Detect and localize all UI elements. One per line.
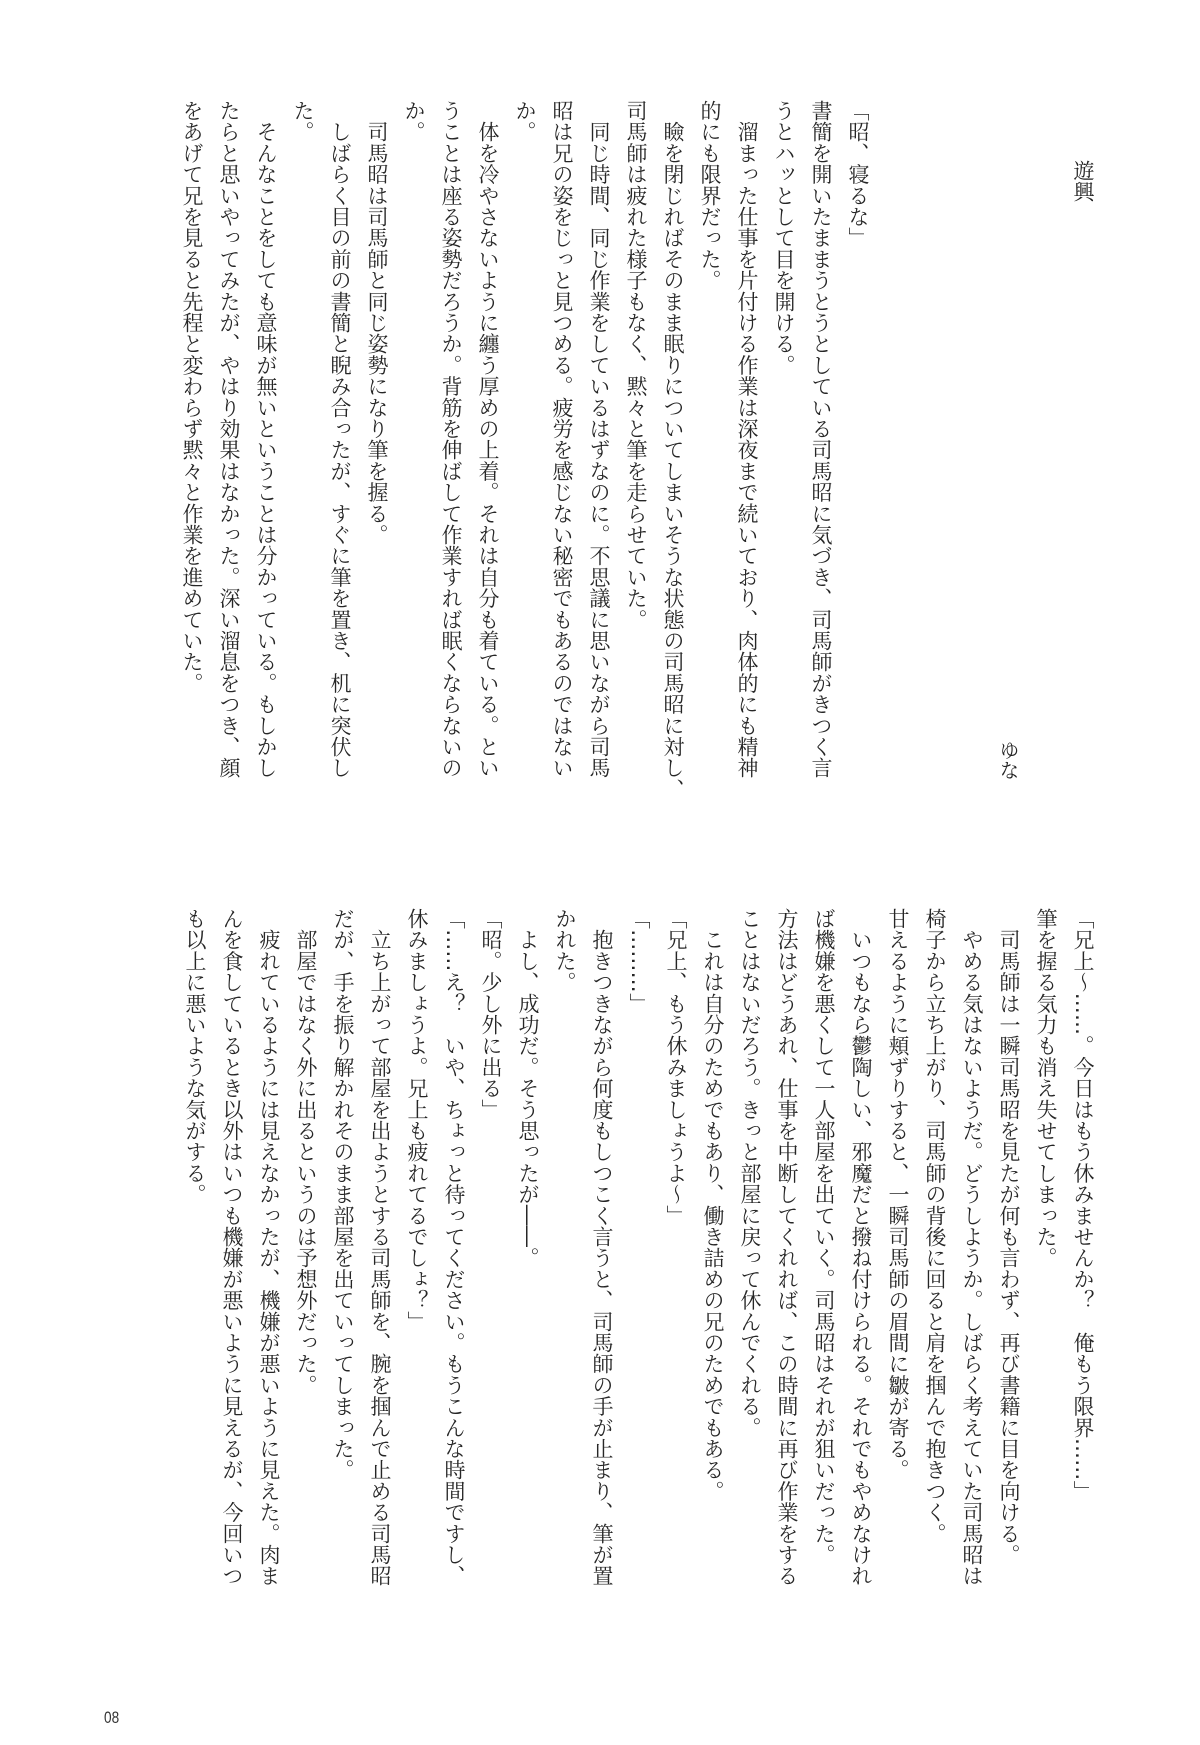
text-column: んを食しているとき以外はいつも機嫌が悪いように見えるが、今回いつ [220, 908, 244, 1587]
text-column: 「……え？ いや、ちょっと待ってください。もうこんな時間ですし、 [442, 908, 466, 1587]
text-column: うとハッとして目を開ける。 [772, 100, 796, 376]
text-column: 書簡を開いたままうとうとしている司馬昭に気づき、司馬師がきつく言 [809, 100, 833, 779]
text-column: そんなことをしても意味が無いということは分かっている。もしかし [254, 100, 278, 779]
text-column: も以上に悪いような気がする。 [183, 908, 207, 1205]
text-column: いつもなら鬱陶しい、邪魔だと撥ね付けられる。それでもやめなけれ [849, 908, 873, 1587]
author-name: ゆな [996, 740, 1020, 780]
text-column: 昭は兄の姿をじっと見つめる。疲労を感じない秘密でもあるのではない [550, 100, 574, 779]
text-column: ば機嫌を悪くして一人部屋を出ていく。司馬昭はそれが狙いだった。 [812, 908, 836, 1566]
text-column: 「………」 [627, 908, 651, 1014]
text-column: 甘えるように頬ずりすると、一瞬司馬師の眉間に皺が寄る。 [886, 908, 910, 1481]
text-column: 溜まった仕事を片付ける作業は深夜まで続いており、肉体的にも精神 [735, 100, 759, 779]
text-column: 「兄上、もう休みましょうよ～」 [664, 908, 688, 1226]
text-column: たらと思いやってみたが、やはり効果はなかった。深い溜息をつき、顔 [217, 100, 241, 779]
text-column: 「昭、寝るな」 [846, 100, 870, 249]
page-number: 08 [104, 1708, 120, 1727]
text-column: うことは座る姿勢だろうか。背筋を伸ばして作業すれば眠くならないの [439, 100, 463, 779]
text-column: た。 [291, 100, 315, 143]
story-title: 遊興 [1071, 160, 1095, 202]
text-column: だが、手を振り解かれそのまま部屋を出ていってしまった。 [331, 908, 355, 1481]
text-column: か。 [513, 100, 537, 143]
text-column: 方法はどうあれ、仕事を中断してくれれば、この時間に再び作業をする [775, 908, 799, 1587]
text-column: かれた。 [553, 908, 577, 993]
text-column: 部屋ではなく外に出るというのは予想外だった。 [294, 908, 318, 1396]
text-column: よし、成功だ。そう思ったが――。 [516, 908, 540, 1269]
text-column: 「昭。少し外に出る」 [479, 908, 503, 1120]
text-column: 立ち上がって部屋を出ようとする司馬師を、腕を掴んで止める司馬昭 [368, 908, 392, 1587]
text-column: か。 [402, 100, 426, 143]
text-column: ことはないだろう。きっと部屋に戻って休んでくれる。 [738, 908, 762, 1438]
text-column: 司馬師は一瞬司馬昭を見たが何も言わず、再び書籍に目を向ける。 [997, 908, 1021, 1566]
text-column: 同じ時間、同じ作業をしているはずなのに。不思議に思いながら司馬 [587, 100, 611, 779]
text-column: 疲れているようには見えなかったが、機嫌が悪いように見えた。肉ま [257, 908, 281, 1587]
text-column: 司馬昭は司馬師と同じ姿勢になり筆を握る。 [365, 100, 389, 546]
text-column: 的にも限界だった。 [698, 100, 722, 291]
text-column: 瞼を閉じればそのまま眠りについてしまいそうな状態の司馬昭に対し、 [661, 100, 685, 800]
text-column: をあげて兄を見ると先程と変わらず黙々と作業を進めていた。 [180, 100, 204, 694]
text-column: 休みましょうよ。兄上も疲れてるでしょ？」 [405, 908, 429, 1332]
text-column: 司馬師は疲れた様子もなく、黙々と筆を走らせていた。 [624, 100, 648, 630]
text-column: 抱きつきながら何度もしつこく言うと、司馬師の手が止まり、筆が置 [590, 908, 614, 1587]
text-column: 体を冷やさないように纏う厚めの上着。それは自分も着ている。とい [476, 100, 500, 779]
text-column: 「兄上～……。今日はもう休みませんか？ 俺もう限界……」 [1071, 908, 1095, 1502]
text-column: これは自分のためでもあり、働き詰めの兄のためでもある。 [701, 908, 725, 1502]
text-column: やめる気はないようだ。どうしようか。しばらく考えていた司馬昭は [960, 908, 984, 1587]
text-column: しばらく目の前の書簡と睨み合ったが、すぐに筆を置き、机に突伏し [328, 100, 352, 779]
text-column: 筆を握る気力も消え失せてしまった。 [1034, 908, 1058, 1269]
text-column: 椅子から立ち上がり、司馬師の背後に回ると肩を掴んで抱きつく。 [923, 908, 947, 1544]
